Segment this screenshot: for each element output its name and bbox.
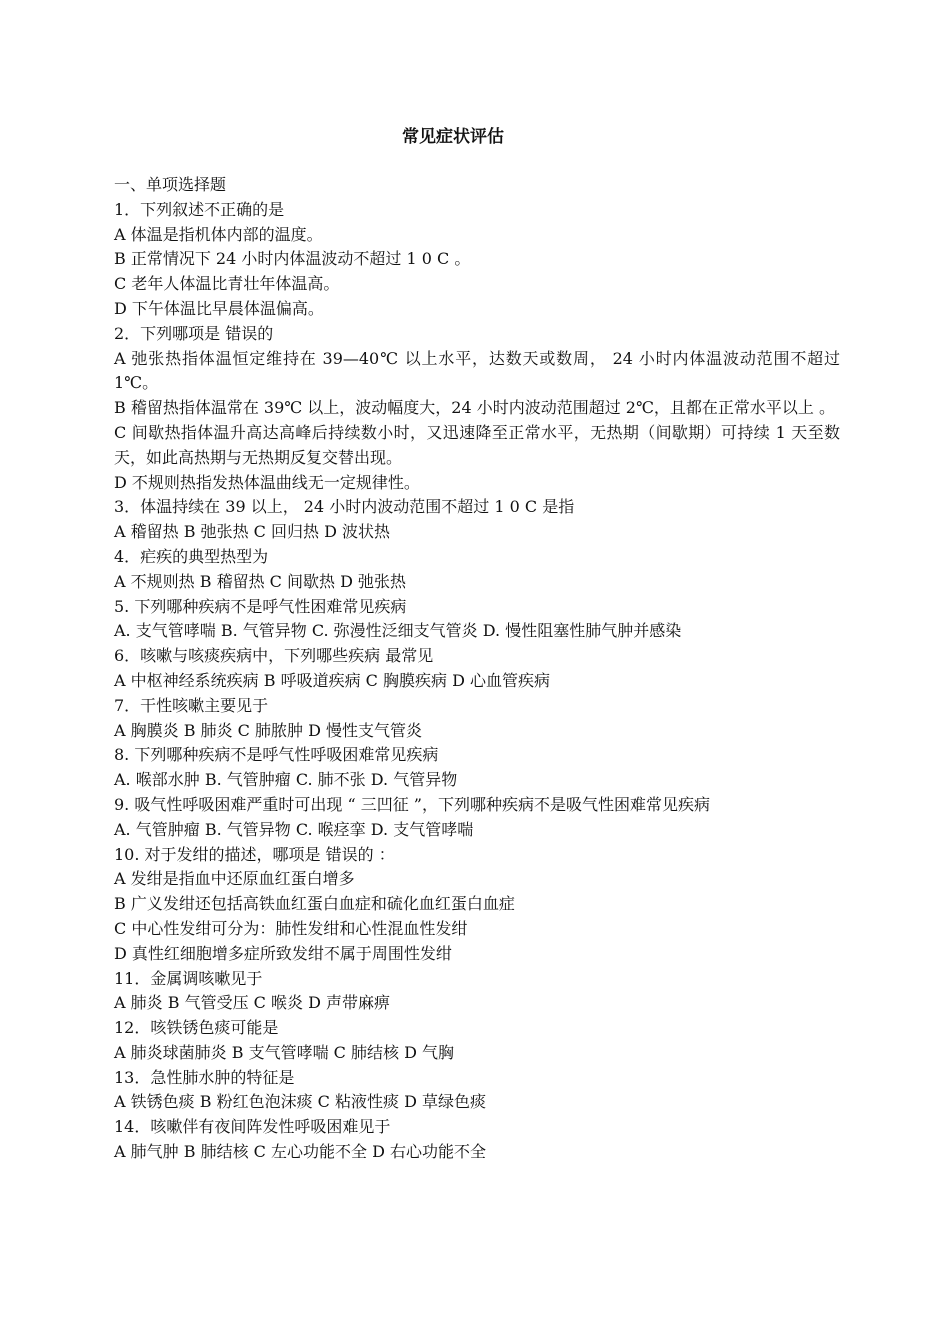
question-10-option-a: A 发绀是指血中还原血红蛋白增多 bbox=[114, 869, 355, 889]
question-6: 6．咳嗽与咳痰疾病中，下列哪些疾病 最常见 bbox=[114, 646, 434, 666]
question-2-option-d: D 不规则热指发热体温曲线无一定规律性。 bbox=[114, 472, 420, 492]
question-3: 3．体温持续在 39 以上， 24 小时内波动范围不超过 1 0 C 是指 bbox=[114, 497, 575, 517]
question-14: 14．咳嗽伴有夜间阵发性呼吸困难见于 bbox=[114, 1117, 391, 1137]
question-1-option-a: A 体温是指机体内部的温度。 bbox=[114, 224, 323, 244]
question-10-option-b: B 广义发绀还包括高铁血红蛋白血症和硫化血红蛋白血症 bbox=[114, 894, 515, 914]
question-1: 1．下列叙述不正确的是 bbox=[114, 199, 285, 219]
question-1-option-d: D 下午体温比早晨体温偏高。 bbox=[114, 298, 324, 318]
question-10-option-d: D 真性红细胞增多症所致发绀不属于周围性发绀 bbox=[114, 943, 452, 963]
question-4-options: A 不规则热 B 稽留热 C 间歇热 D 弛张热 bbox=[114, 571, 406, 591]
question-2-option-a: A 弛张热指体温恒定维持在 39—40℃ 以上水平，达数天或数周， 24 小时内体温波动范围不超过 1℃。 bbox=[114, 348, 840, 393]
question-3-options: A 稽留热 B 弛张热 C 回归热 D 波状热 bbox=[114, 522, 390, 542]
question-2-option-c: C 间歇热指体温升高达高峰后持续数小时，又迅速降至正常水平，无热期（间歇期）可持续 1 天至数天，如此高热期与无热期反复交替出现。 bbox=[114, 422, 840, 467]
question-10: 10. 对于发绀的描述，哪项是 错误的 ： bbox=[114, 844, 395, 864]
question-5-options: A. 支气管哮喘 B. 气管异物 C. 弥漫性泛细支气管炎 D. 慢性阻塞性肺气肿并感染 bbox=[114, 621, 682, 641]
section-heading: 一、单项选择题 bbox=[114, 175, 227, 194]
question-4: 4．疟疾的典型热型为 bbox=[114, 546, 269, 566]
question-11-options: A 肺炎 B 气管受压 C 喉炎 D 声带麻痹 bbox=[114, 993, 390, 1013]
question-11: 11．金属调咳嗽见于 bbox=[114, 968, 263, 988]
question-12: 12．咳铁锈色痰可能是 bbox=[114, 1018, 279, 1038]
question-1-option-c: C 老年人体温比青壮年体温高。 bbox=[114, 274, 340, 294]
question-1-option-b: B 正常情况下 24 小时内体温波动不超过 1 0 C 。 bbox=[114, 249, 471, 269]
question-7-options: A 胸膜炎 B 肺炎 C 肺脓肿 D 慢性支气管炎 bbox=[114, 720, 422, 740]
question-8-options: A. 喉部水肿 B. 气管肿瘤 C. 肺不张 D. 气管异物 bbox=[114, 770, 458, 790]
question-2: 2．下列哪项是 错误的 bbox=[114, 323, 274, 343]
question-14-options: A 肺气肿 B 肺结核 C 左心功能不全 D 右心功能不全 bbox=[114, 1142, 486, 1162]
question-content bbox=[114, 173, 840, 1165]
question-2-option-b: B 稽留热指体温常在 39℃ 以上，波动幅度大，24 小时内波动范围超过 2℃，且都在正常水平以上 。 bbox=[114, 398, 835, 418]
question-12-options: A 肺炎球菌肺炎 B 支气管哮喘 C 肺结核 D 气胸 bbox=[114, 1042, 454, 1062]
question-9-options: A. 气管肿瘤 B. 气管异物 C. 喉痉挛 D. 支气管哮喘 bbox=[114, 819, 474, 839]
question-7: 7．干性咳嗽主要见于 bbox=[114, 695, 269, 715]
question-10-option-c: C 中心性发绀可分为：肺性发绀和心性混血性发绀 bbox=[114, 918, 468, 938]
question-8: 8. 下列哪种疾病不是呼气性呼吸困难常见疾病 bbox=[114, 745, 439, 765]
question-6-options: A 中枢神经系统疾病 B 呼吸道疾病 C 胸膜疾病 D 心血管疾病 bbox=[114, 670, 550, 690]
page-title: 常见症状评估 bbox=[402, 127, 504, 147]
question-5: 5. 下列哪种疾病不是呼气性困难常见疾病 bbox=[114, 596, 407, 616]
question-9: 9. 吸气性呼吸困难严重时可出现 “ 三凹征 ”，下列哪种疾病不是吸气性困难常见疾病 bbox=[114, 794, 710, 814]
question-13: 13．急性肺水肿的特征是 bbox=[114, 1067, 295, 1087]
question-13-options: A 铁锈色痰 B 粉红色泡沫痰 C 粘液性痰 D 草绿色痰 bbox=[114, 1092, 486, 1112]
